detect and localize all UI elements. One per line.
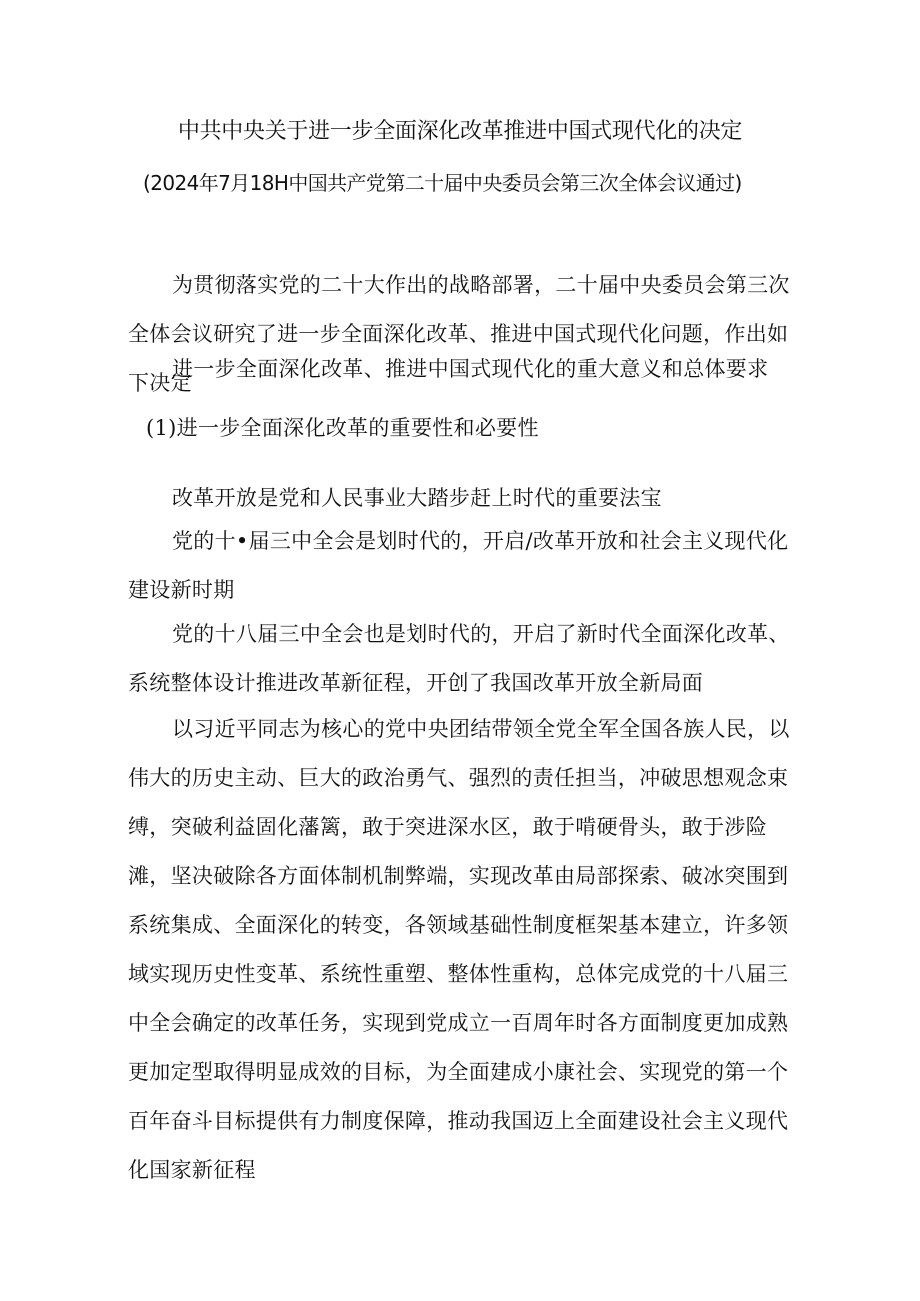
document-title: 中共中央关于进一步全面深化改革推进中国式现代化的决定 bbox=[177, 119, 743, 144]
paragraph-intro: 为贯彻落实党的二十大作出的战略部署，二十届中央委员会第三次全体会议研究了进一步全面深化改革、推进中国式现代化问题，作出如下决定 bbox=[128, 273, 790, 395]
paragraph-eighteenth-plenum: 党的十八届三中全会也是划时代的，开启了新时代全面深化改革、系统整体设计推进改革新征程，开创了我国改革开放全新局面 bbox=[128, 622, 790, 695]
document-subtitle: (2024年7月18H中国共产党第二十届中央委员会第三次全体会议通过) bbox=[143, 171, 742, 195]
subsection-heading: (1)进一步全面深化改革的重要性和必要性 bbox=[146, 416, 539, 440]
section-heading: 进一步全面深化改革、推进中国式现代化的重大意义和总体要求 bbox=[172, 357, 769, 381]
paragraph-reform-treasure: 改革开放是党和人民事业大踏步赶上时代的重要法宝 bbox=[172, 486, 662, 510]
paragraph-eleventh-plenum: 党的十•届三中全会是划时代的，开启/改革开放和社会主义现代化建设新时期 bbox=[128, 529, 789, 602]
paragraph-achievements: 以习近平同志为核心的党中央团结带领全党全军全国各族人民，以伟大的历史主动、巨大的政治勇气、强烈的责任担当，冲破思想观念束缚，突破利益固化藩篱，敢于突进深水区，敢于啃硬骨头，敢于涉险滩，坚决破除各方面体制机制弊端，实现改革由局部探索、破冰突围到系统集成、全面深化的转变，各领域基础性制度框架基本建立，许多领域实现历史性变革、系统性重塑、整体性重构，总体完成党的十八届三中全会确定的改革任务，实现到党成立一百周年时各方面制度更加成熟更加定型取得明显成效的目标，为全面建成小康社会、实现党的第一个百年奋斗目标提供有力制度保障，推动我国迈上全面建设社会主义现代化国家新征程 bbox=[128, 717, 790, 1182]
